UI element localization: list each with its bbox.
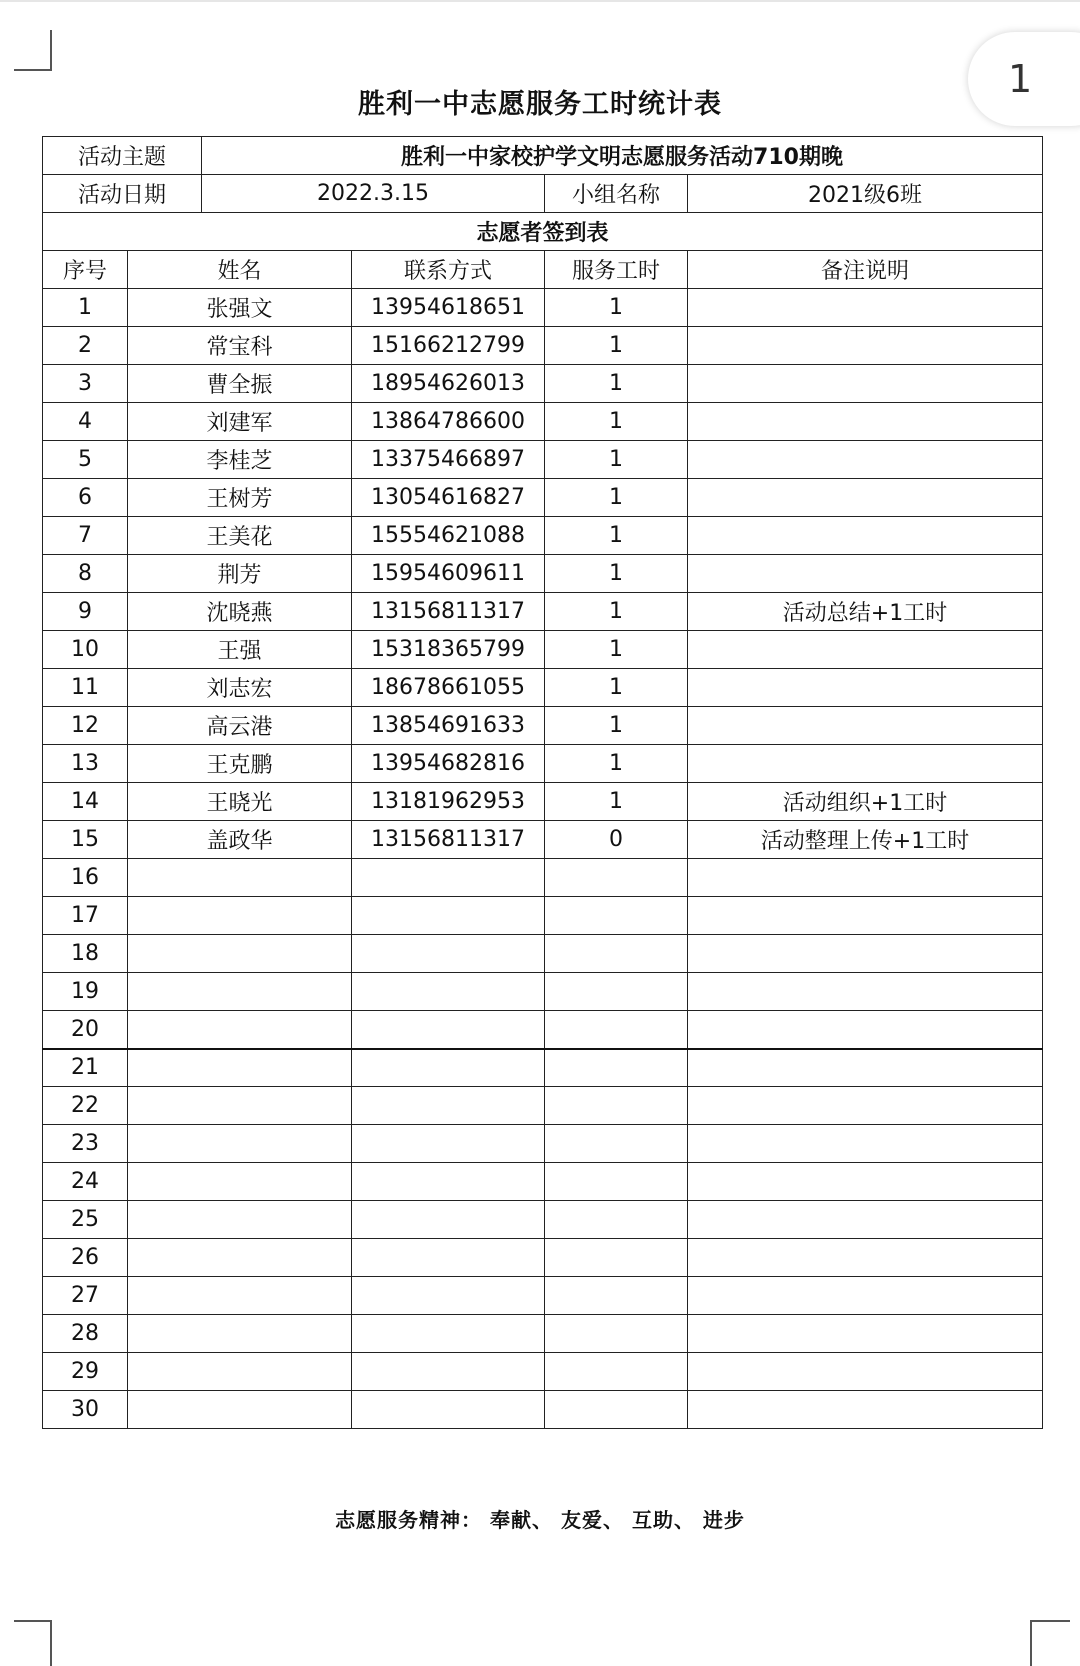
hours-cell: 1 bbox=[545, 517, 688, 555]
note-cell bbox=[688, 935, 1043, 973]
section-title-row bbox=[43, 213, 1043, 251]
phone-cell: 13864786600 bbox=[352, 403, 545, 441]
table-row bbox=[43, 973, 1043, 1011]
note-cell bbox=[688, 1087, 1043, 1125]
row-number-cell: 25 bbox=[43, 1201, 128, 1239]
hours-cell bbox=[545, 1239, 688, 1277]
note-cell: 活动组织+1工时 bbox=[688, 783, 1043, 821]
hours-cell bbox=[545, 1163, 688, 1201]
table-row bbox=[43, 1011, 1043, 1049]
row-number-cell: 18 bbox=[43, 935, 128, 973]
phone-cell: 13375466897 bbox=[352, 441, 545, 479]
note-cell bbox=[688, 441, 1043, 479]
row-number-cell: 23 bbox=[43, 1125, 128, 1163]
hours-cell: 1 bbox=[545, 365, 688, 403]
note-cell bbox=[688, 707, 1043, 745]
row-number-cell: 17 bbox=[43, 897, 128, 935]
name-cell: 刘志宏 bbox=[128, 669, 352, 707]
table-row bbox=[43, 1239, 1043, 1277]
column-header-row bbox=[43, 251, 1043, 289]
table-row bbox=[43, 897, 1043, 935]
phone-cell: 13954682816 bbox=[352, 745, 545, 783]
table-row bbox=[43, 1049, 1043, 1087]
note-cell bbox=[688, 1353, 1043, 1391]
row-number-cell: 4 bbox=[43, 403, 128, 441]
name-cell: 荆芳 bbox=[128, 555, 352, 593]
table-row bbox=[43, 1315, 1043, 1353]
note-cell: 活动总结+1工时 bbox=[688, 593, 1043, 631]
phone-cell bbox=[352, 1011, 545, 1049]
phone-cell bbox=[352, 1049, 545, 1087]
col-header-no: 序号 bbox=[43, 251, 128, 289]
table-row bbox=[43, 289, 1043, 327]
row-number-cell: 24 bbox=[43, 1163, 128, 1201]
table-row bbox=[43, 441, 1043, 479]
table-row bbox=[43, 669, 1043, 707]
row-number-cell: 3 bbox=[43, 365, 128, 403]
note-cell bbox=[688, 327, 1043, 365]
section-title: 志愿者签到表 bbox=[43, 213, 1043, 251]
table-row bbox=[43, 403, 1043, 441]
table-row bbox=[43, 517, 1043, 555]
phone-cell bbox=[352, 859, 545, 897]
hours-cell bbox=[545, 1201, 688, 1239]
phone-cell: 13954618651 bbox=[352, 289, 545, 327]
table-row bbox=[43, 1087, 1043, 1125]
name-cell: 刘建军 bbox=[128, 403, 352, 441]
name-cell bbox=[128, 1353, 352, 1391]
row-number-cell: 11 bbox=[43, 669, 128, 707]
volunteer-hours-table bbox=[42, 136, 1043, 1429]
phone-cell: 18678661055 bbox=[352, 669, 545, 707]
volunteer-motto: 志愿服务精神： 奉献、 友爱、 互助、 进步 bbox=[335, 1508, 745, 1532]
name-cell bbox=[128, 1011, 352, 1049]
crop-mark-bottom-left bbox=[50, 1620, 52, 1666]
note-cell bbox=[688, 1125, 1043, 1163]
note-cell bbox=[688, 365, 1043, 403]
name-cell bbox=[128, 1391, 352, 1429]
table-row bbox=[43, 1353, 1043, 1391]
crop-mark-bottom-right-h bbox=[1030, 1620, 1070, 1622]
row-number-cell: 8 bbox=[43, 555, 128, 593]
row-number-cell: 21 bbox=[43, 1049, 128, 1087]
note-cell bbox=[688, 1239, 1043, 1277]
date-group-row bbox=[43, 175, 1043, 213]
phone-cell bbox=[352, 1201, 545, 1239]
col-header-phone: 联系方式 bbox=[352, 251, 545, 289]
crop-mark-bottom-left-h bbox=[14, 1620, 52, 1622]
hours-cell bbox=[545, 935, 688, 973]
note-cell bbox=[688, 1049, 1043, 1087]
hours-cell: 1 bbox=[545, 669, 688, 707]
note-cell bbox=[688, 1315, 1043, 1353]
name-cell: 李桂芝 bbox=[128, 441, 352, 479]
table-row bbox=[43, 327, 1043, 365]
note-cell bbox=[688, 403, 1043, 441]
name-cell: 王树芳 bbox=[128, 479, 352, 517]
phone-cell bbox=[352, 1315, 545, 1353]
row-number-cell: 29 bbox=[43, 1353, 128, 1391]
row-number-cell: 6 bbox=[43, 479, 128, 517]
name-cell bbox=[128, 1087, 352, 1125]
row-number-cell: 27 bbox=[43, 1277, 128, 1315]
hours-cell: 1 bbox=[545, 745, 688, 783]
row-number-cell: 9 bbox=[43, 593, 128, 631]
phone-cell: 18954626013 bbox=[352, 365, 545, 403]
phone-cell bbox=[352, 1163, 545, 1201]
name-cell bbox=[128, 935, 352, 973]
name-cell: 王克鹏 bbox=[128, 745, 352, 783]
phone-cell bbox=[352, 1277, 545, 1315]
name-cell: 王晓光 bbox=[128, 783, 352, 821]
table-row bbox=[43, 745, 1043, 783]
hours-cell bbox=[545, 1011, 688, 1049]
phone-cell bbox=[352, 1239, 545, 1277]
hours-cell: 1 bbox=[545, 289, 688, 327]
row-number-cell: 28 bbox=[43, 1315, 128, 1353]
name-cell bbox=[128, 1201, 352, 1239]
row-number-cell: 30 bbox=[43, 1391, 128, 1429]
crop-mark-top-left-h bbox=[14, 69, 52, 71]
table-row bbox=[43, 1201, 1043, 1239]
phone-cell: 13854691633 bbox=[352, 707, 545, 745]
hours-cell bbox=[545, 859, 688, 897]
col-header-hours: 服务工时 bbox=[545, 251, 688, 289]
name-cell: 曹全振 bbox=[128, 365, 352, 403]
hours-cell: 1 bbox=[545, 403, 688, 441]
table-row bbox=[43, 707, 1043, 745]
table-row bbox=[43, 821, 1043, 859]
name-cell bbox=[128, 897, 352, 935]
hours-cell bbox=[545, 1391, 688, 1429]
phone-cell bbox=[352, 1087, 545, 1125]
phone-cell: 15318365799 bbox=[352, 631, 545, 669]
theme-value: 胜利一中家校护学文明志愿服务活动710期晚 bbox=[202, 137, 1043, 175]
name-cell bbox=[128, 859, 352, 897]
note-cell bbox=[688, 1277, 1043, 1315]
phone-cell: 13181962953 bbox=[352, 783, 545, 821]
row-number-cell: 14 bbox=[43, 783, 128, 821]
date-label: 活动日期 bbox=[43, 175, 202, 213]
table-row bbox=[43, 859, 1043, 897]
name-cell bbox=[128, 973, 352, 1011]
row-number-cell: 7 bbox=[43, 517, 128, 555]
note-cell bbox=[688, 897, 1043, 935]
table-row bbox=[43, 631, 1043, 669]
row-number-cell: 2 bbox=[43, 327, 128, 365]
phone-cell: 15554621088 bbox=[352, 517, 545, 555]
phone-cell: 13156811317 bbox=[352, 593, 545, 631]
phone-cell: 13156811317 bbox=[352, 821, 545, 859]
note-cell bbox=[688, 1391, 1043, 1429]
note-cell bbox=[688, 669, 1043, 707]
note-cell bbox=[688, 517, 1043, 555]
crop-mark-bottom-right bbox=[1030, 1620, 1032, 1666]
hours-cell bbox=[545, 897, 688, 935]
row-number-cell: 5 bbox=[43, 441, 128, 479]
table-row bbox=[43, 935, 1043, 973]
name-cell bbox=[128, 1163, 352, 1201]
hours-cell bbox=[545, 1277, 688, 1315]
document-title: 胜利一中志愿服务工时统计表 bbox=[358, 89, 722, 120]
name-cell: 盖政华 bbox=[128, 821, 352, 859]
name-cell bbox=[128, 1239, 352, 1277]
note-cell bbox=[688, 1011, 1043, 1049]
note-cell bbox=[688, 973, 1043, 1011]
col-header-name: 姓名 bbox=[128, 251, 352, 289]
row-number-cell: 15 bbox=[43, 821, 128, 859]
hours-cell: 1 bbox=[545, 479, 688, 517]
name-cell bbox=[128, 1125, 352, 1163]
hours-cell: 1 bbox=[545, 783, 688, 821]
phone-cell: 13054616827 bbox=[352, 479, 545, 517]
group-value: 2021级6班 bbox=[688, 175, 1043, 213]
crop-mark-top-left bbox=[50, 30, 52, 70]
row-number-cell: 22 bbox=[43, 1087, 128, 1125]
table-row bbox=[43, 479, 1043, 517]
row-number-cell: 20 bbox=[43, 1011, 128, 1049]
table-row bbox=[43, 555, 1043, 593]
phone-cell: 15166212799 bbox=[352, 327, 545, 365]
phone-cell bbox=[352, 973, 545, 1011]
hours-cell bbox=[545, 1125, 688, 1163]
phone-cell bbox=[352, 1353, 545, 1391]
row-number-cell: 13 bbox=[43, 745, 128, 783]
row-number-cell: 10 bbox=[43, 631, 128, 669]
table-row bbox=[43, 365, 1043, 403]
table-row bbox=[43, 593, 1043, 631]
phone-cell bbox=[352, 1125, 545, 1163]
hours-cell: 1 bbox=[545, 593, 688, 631]
top-edge bbox=[0, 0, 1080, 2]
name-cell: 王强 bbox=[128, 631, 352, 669]
phone-cell bbox=[352, 935, 545, 973]
table-row bbox=[43, 1125, 1043, 1163]
row-number-cell: 19 bbox=[43, 973, 128, 1011]
name-cell bbox=[128, 1049, 352, 1087]
theme-label: 活动主题 bbox=[43, 137, 202, 175]
note-cell bbox=[688, 289, 1043, 327]
hours-cell: 1 bbox=[545, 707, 688, 745]
name-cell: 沈晓燕 bbox=[128, 593, 352, 631]
name-cell: 常宝科 bbox=[128, 327, 352, 365]
row-number-cell: 1 bbox=[43, 289, 128, 327]
hours-cell: 1 bbox=[545, 441, 688, 479]
note-cell bbox=[688, 1201, 1043, 1239]
row-number-cell: 26 bbox=[43, 1239, 128, 1277]
name-cell bbox=[128, 1315, 352, 1353]
date-value: 2022.3.15 bbox=[202, 175, 545, 213]
name-cell: 王美花 bbox=[128, 517, 352, 555]
theme-row bbox=[43, 137, 1043, 175]
table-row bbox=[43, 1277, 1043, 1315]
hours-cell: 1 bbox=[545, 327, 688, 365]
note-cell bbox=[688, 555, 1043, 593]
hours-cell bbox=[545, 1049, 688, 1087]
note-cell bbox=[688, 1163, 1043, 1201]
note-cell bbox=[688, 631, 1043, 669]
row-number-cell: 16 bbox=[43, 859, 128, 897]
note-cell bbox=[688, 479, 1043, 517]
note-cell bbox=[688, 745, 1043, 783]
hours-cell bbox=[545, 1353, 688, 1391]
name-cell bbox=[128, 1277, 352, 1315]
phone-cell: 15954609611 bbox=[352, 555, 545, 593]
col-header-note: 备注说明 bbox=[688, 251, 1043, 289]
name-cell: 张强文 bbox=[128, 289, 352, 327]
page-number: 1 bbox=[1008, 57, 1033, 101]
phone-cell bbox=[352, 1391, 545, 1429]
hours-cell: 0 bbox=[545, 821, 688, 859]
row-number-cell: 12 bbox=[43, 707, 128, 745]
group-label: 小组名称 bbox=[545, 175, 688, 213]
hours-cell bbox=[545, 1315, 688, 1353]
hours-cell bbox=[545, 1087, 688, 1125]
hours-cell: 1 bbox=[545, 555, 688, 593]
table-row bbox=[43, 1163, 1043, 1201]
name-cell: 高云港 bbox=[128, 707, 352, 745]
table-row bbox=[43, 783, 1043, 821]
hours-cell bbox=[545, 973, 688, 1011]
note-cell bbox=[688, 859, 1043, 897]
hours-cell: 1 bbox=[545, 631, 688, 669]
phone-cell bbox=[352, 897, 545, 935]
note-cell: 活动整理上传+1工时 bbox=[688, 821, 1043, 859]
table-row bbox=[43, 1391, 1043, 1429]
